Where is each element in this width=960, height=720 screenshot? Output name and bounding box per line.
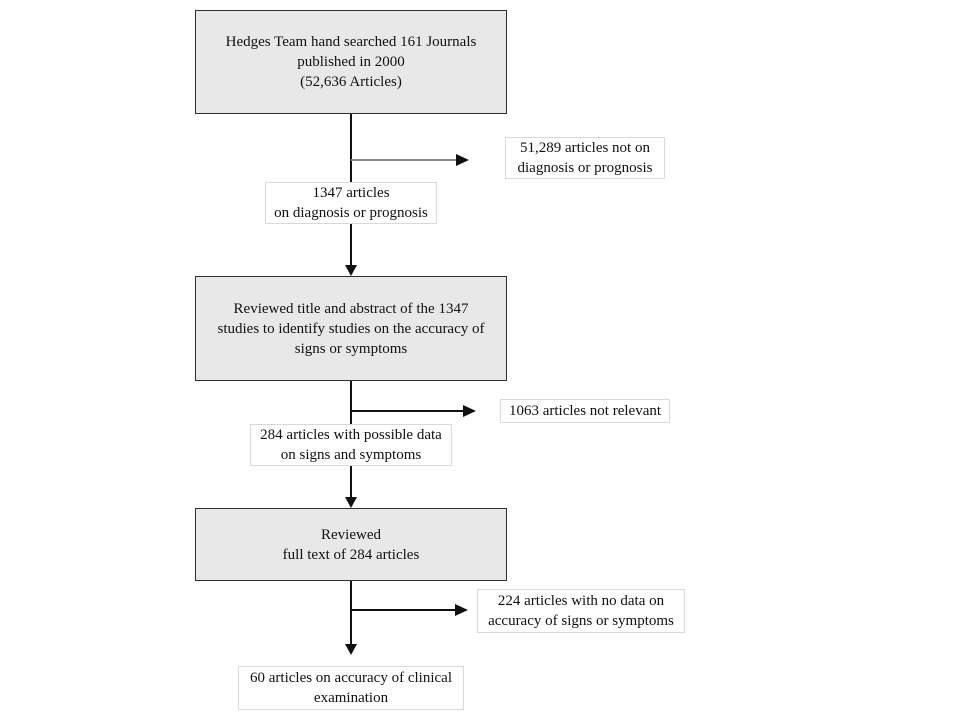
process-box-hand-search <box>195 10 507 114</box>
label-text-line: diagnosis or prognosis <box>517 160 653 176</box>
label-text-line: examination <box>313 690 389 706</box>
box-text-line: signs or symptoms <box>294 340 408 357</box>
label-text-line: 284 articles with possible data <box>260 427 442 443</box>
arrowhead-down-icon <box>345 265 357 276</box>
exclusion-label-not-diagnosis-prognosis <box>505 137 665 179</box>
arrowhead-right-icon <box>455 604 468 616</box>
process-box-title-abstract-review <box>195 276 507 381</box>
connector-line-vertical <box>350 581 352 645</box>
label-text-line: 1347 articles <box>312 185 390 201</box>
branch-line-horizontal <box>351 159 456 161</box>
process-box-full-text-review <box>195 508 507 581</box>
label-text-line: 224 articles with no data on <box>497 593 665 609</box>
exclusion-label-no-data <box>477 589 685 633</box>
arrowhead-down-icon <box>345 497 357 508</box>
flow-label-284-articles <box>250 424 452 466</box>
arrowhead-down-icon <box>345 644 357 655</box>
box-text-line: full text of 284 articles <box>282 546 420 563</box>
branch-line-horizontal <box>351 609 455 611</box>
label-text-line: on diagnosis or prognosis <box>274 205 428 221</box>
box-text-line: published in 2000 <box>297 54 405 70</box>
box-text-line: studies to identify studies on the accuracy of <box>217 320 485 337</box>
box-text-line: Reviewed title and abstract of the 1347 <box>233 300 469 317</box>
arrowhead-right-icon <box>456 154 469 166</box>
label-text-line: 60 articles on accuracy of clinical <box>250 670 452 686</box>
flow-label-60-articles <box>238 666 464 710</box>
label-text-line: accuracy of signs or symptoms <box>488 613 674 629</box>
label-text-line: 1063 articles not relevant <box>508 403 662 419</box>
box-text-line: Reviewed <box>321 526 381 543</box>
flow-label-1347-articles <box>265 182 437 224</box>
box-text-line: Hedges Team hand searched 161 Journals <box>225 34 477 50</box>
label-text-line: on signs and symptoms <box>280 447 422 463</box>
label-text-line: 51,289 articles not on <box>520 140 650 156</box>
exclusion-label-not-relevant <box>500 399 670 423</box>
box-text-line: (52,636 Articles) <box>300 74 402 90</box>
arrowhead-right-icon <box>463 405 476 417</box>
branch-line-horizontal <box>351 410 463 412</box>
